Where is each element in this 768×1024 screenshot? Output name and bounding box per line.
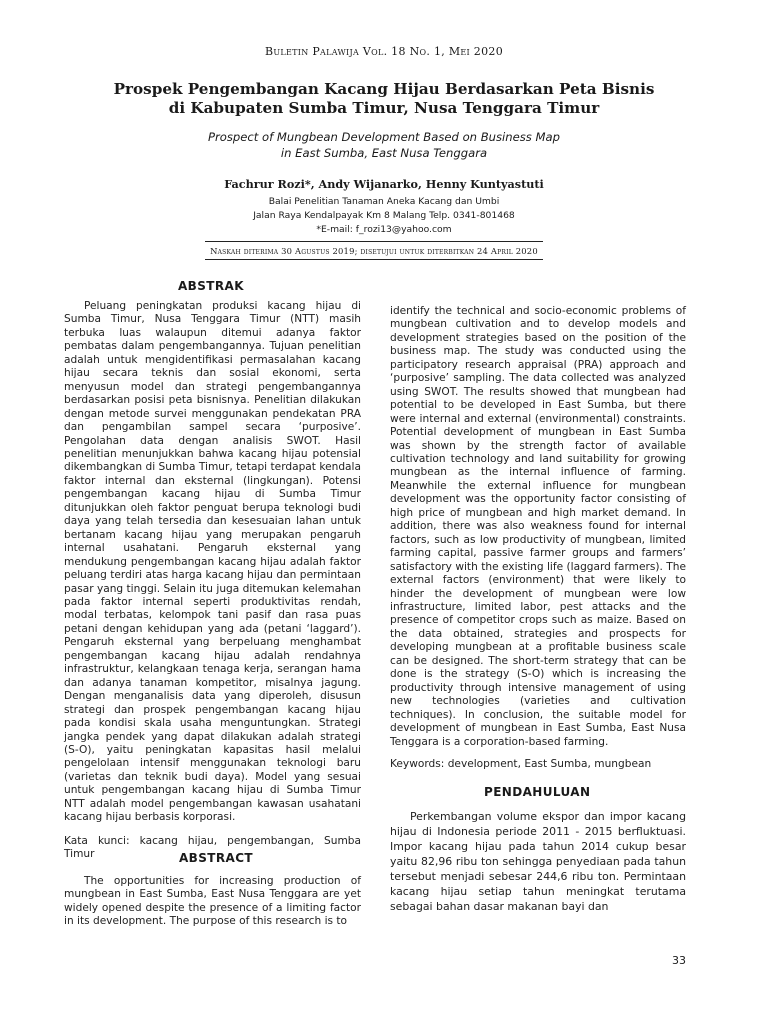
authors: Fachrur Rozi*, Andy Wijanarko, Henny Kuntyastuti bbox=[224, 177, 544, 191]
abstrak-section bbox=[64, 300, 361, 862]
abstract-keywords: Keywords: development, East Sumba, mungbean bbox=[390, 757, 652, 770]
abstrak-body: Peluang peningkatan produksi kacang hijau di Sumba Timur, Nusa Tenggara Timur (NTT) masih terbuka luas walaupun ditemui adanya faktor pembatas dalam pengembangannya. Tujuan penelitian adalah untuk mengidentifikasi permasalahan kacang hijau secara teknis dan sosial ekonomi, serta menyusun model dan strategi pengembangannya berdasarkan posisi peta bisnisnya. Penelitian dilakukan dengan metode survei menggunakan pendekatan PRA dan pengambilan sampel secara ‘purposive’. Pengolahan data dengan analisis SWOT. Hasil penelitian menunjukkan bahwa kacang hijau potensial dikembangkan di Sumba Timur, tetapi terdapat kendala faktor internal dan eksternal (lingkungan). Potensi pengembangan kacang hijau di Sumba Timur ditunjukkan oleh faktor penguat berupa teknologi budi daya yang telah tersedia dan kesesuaian lahan untuk bertanam kacang hijau yang merupakan pengaruh internal usahatani. Pengaruh eksternal yang mendukung pengembangan kacang hijau adalah faktor peluang terdiri atas harga kacang hijau dan permintaan pasar yang tinggi. Selain itu juga ditemukan kelemahan pada faktor internal seperti produktivitas rendah, modal terbatas, kelompok tani pasif dan rasa puas petani dengan kehidupan yang ada (petani ‘laggard’). Pengaruh eksternal yang berpeluang menghambat pengembangan kacang hijau adalah rendahnya infrastruktur, kelangkaan tenaga kerja, serangan hama dan adanya tanaman kompetitor, misalnya jagung. Dengan menganalisis data yang diperoleh, disusun strategi dan prospek pengembangan kacang hijau pada kondisi skala usaha menguntungkan. Strategi jangka pendek yang dapat dilakukan adalah strategi (S-O), yaitu peningkatan kapasitas hasil melalui pengelolaan intensif menggunakan teknologi baru (varietas dan teknik budi daya). Model yang sesuai untuk pengembangan kacang hijau di Sumba Timur NTT adalah model pengembangan kawasan usahatani kacang hijau berbasis korporasi. bbox=[64, 300, 361, 824]
journal-header: Buletin Palawija Vol. 18 No. 1, Mei 2020 bbox=[264, 45, 503, 58]
article-subtitle bbox=[60, 129, 708, 161]
abstract-section-part1 bbox=[64, 875, 361, 929]
title-line-1: Prospek Pengembangan Kacang Hijau Berdasarkan Peta Bisnis bbox=[113, 80, 655, 98]
abstrak-keywords: Kata kunci: kacang hijau, pengembangan, Sumba Timur bbox=[64, 834, 361, 861]
title-line-2: di Kabupaten Sumba Timur, Nusa Tenggara Timur bbox=[168, 99, 600, 117]
affiliation-institute: Balai Penelitian Tanaman Aneka Kacang dan Umbi bbox=[268, 196, 500, 207]
subtitle-line-2: in East Sumba, East Nusa Tenggara bbox=[280, 146, 488, 160]
subtitle-line-1: Prospect of Mungbean Development Based on Business Map bbox=[208, 130, 560, 144]
abstract-heading: ABSTRACT bbox=[179, 851, 253, 865]
received-dates: Naskah diterima 30 Agustus 2019; disetujui untuk diterbitkan 24 April 2020 bbox=[205, 241, 543, 260]
abstract-body-part1: The opportunities for increasing production of mungbean in East Sumba, East Nusa Tenggara are yet widely opened despite the presence of a limiting factor in its development. The purpose of this research is to bbox=[64, 875, 361, 928]
article-title bbox=[60, 80, 708, 118]
abstract-body-part2: identify the technical and socio-economic problems of mungbean cultivation and to develop models and development strategies based on the position of the business map. The study was conducted using the participatory research appraisal (PRA) approach and ‘purposive’ sampling. The data collected was analyzed using SWOT. The results showed that mungbean had potential to be developed in East Sumba, but there were internal and external (environmental) constraints. Potential development of mungbean in East Sumba was shown by the strength factor of available cultivation technology and land suitability for growing mungbean as the internal influence of farming. Meanwhile the external influence for mungbean development was the opportunity factor consisting of high price of mungbean and high market demand. In addition, there was also weakness found for internal factors, such as low productivity of mungbean, limited farming capital, passive farmer groups and farmers’ satisfactory with the existing life (laggard farmers). The external factors (environment) that were likely to hinder the development of mungbean were low infrastructure, limited labor, pest attacks and the presence of competitor crops such as maize. Based on the data obtained, strategies and prospects for developing mungbean at a profitable business scale can be designed. The short-term strategy that can be done is the strategy (S-O) which is increasing the productivity through intensive management of using new technologies (varieties and cultivation techniques). In conclusion, the suitable model for development of mungbean in East Sumba, East Nusa Tenggara is a corporation-based farming. bbox=[390, 305, 686, 748]
affiliation-email: *E-mail: f_rozi13@yahoo.com bbox=[316, 223, 452, 235]
affiliation bbox=[60, 195, 708, 236]
affiliation-address: Jalan Raya Kendalpayak Km 8 Malang Telp. 0341-801468 bbox=[253, 209, 515, 221]
abstrak-heading: ABSTRAK bbox=[178, 279, 244, 293]
abstract-section-part2 bbox=[390, 305, 686, 771]
page-number: 33 bbox=[672, 954, 686, 967]
pendahuluan-section bbox=[390, 809, 686, 914]
pendahuluan-heading: PENDAHULUAN bbox=[484, 785, 591, 799]
pendahuluan-body: Perkembangan volume ekspor dan impor kacang hijau di Indonesia periode 2011 - 2015 berfluktuasi. Impor kacang hijau pada tahun 2014 cukup besar yaitu 82,96 ribu ton sehingga penyediaan pada tahun tersebut menjadi sebesar 244,6 ribu ton. Permintaan kacang hijau setiap tahun meningkat terutama sebagai bahan dasar makanan bayi dan bbox=[390, 810, 686, 913]
